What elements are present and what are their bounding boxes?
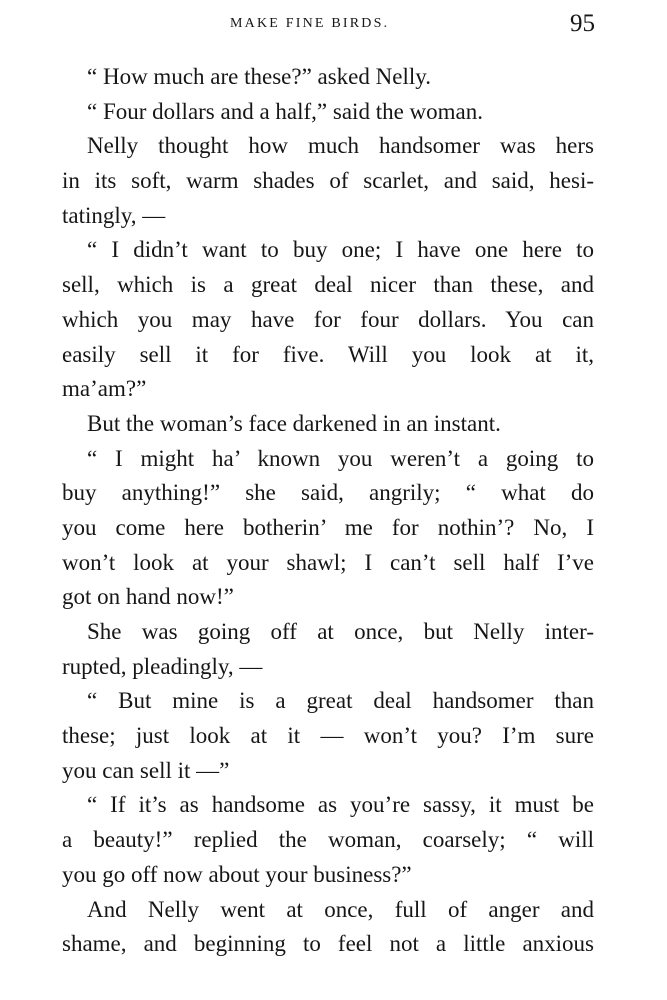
text-line: tatingly, —	[62, 202, 166, 228]
text-line: you can sell it —”	[62, 757, 230, 783]
page-number: 95	[570, 10, 595, 37]
text-line: sell, which is a great deal nicer than these, and	[62, 272, 594, 298]
text-line: “ How much are these?” asked Nelly.	[87, 64, 432, 89]
text-line: won’t look at your shawl; I can’t sell half I’ve	[62, 549, 594, 575]
body-text	[62, 60, 594, 962]
text-line: which you may have for four dollars. You can	[62, 306, 594, 332]
text-line: buy anything!” she said, angrily; “ what do	[62, 480, 594, 506]
text-line: “ Four dollars and a half,” said the woman.	[87, 98, 483, 124]
text-line: these; just look at it — won’t you? I’m sure	[62, 723, 594, 749]
text-line: But the woman’s face darkened in an instant.	[87, 410, 501, 436]
text-line: got on hand now!”	[62, 584, 234, 610]
text-line: “ But mine is a great deal handsomer than	[87, 688, 594, 714]
text-line: “ I didn’t want to buy one; I have one here to	[87, 237, 594, 263]
text-line: Nelly thought how much handsomer was hers	[87, 133, 594, 159]
text-line: And Nelly went at once, full of anger and	[87, 896, 594, 922]
text-line: you go off now about your business?”	[62, 861, 412, 887]
text-line: She was going off at once, but Nelly inter-	[87, 619, 594, 644]
text-line: shame, and beginning to feel not a little anxious	[62, 931, 594, 957]
running-head: MAKE FINE BIRDS.	[230, 16, 390, 31]
text-line: you come here botherin’ me for nothin’? No, I	[62, 514, 594, 540]
text-line: “ I might ha’ known you weren’t a going to	[87, 445, 594, 471]
text-line: easily sell it for five. Will you look at it,	[62, 341, 594, 367]
text-line: “ If it’s as handsome as you’re sassy, it must be	[87, 792, 594, 818]
text-line: in its soft, warm shades of scarlet, and said, hesi-	[62, 168, 594, 194]
text-line: ma’am?”	[62, 376, 147, 402]
text-line: rupted, pleadingly, —	[62, 653, 263, 679]
text-line: a beauty!” replied the woman, coarsely; “ will	[62, 827, 594, 853]
